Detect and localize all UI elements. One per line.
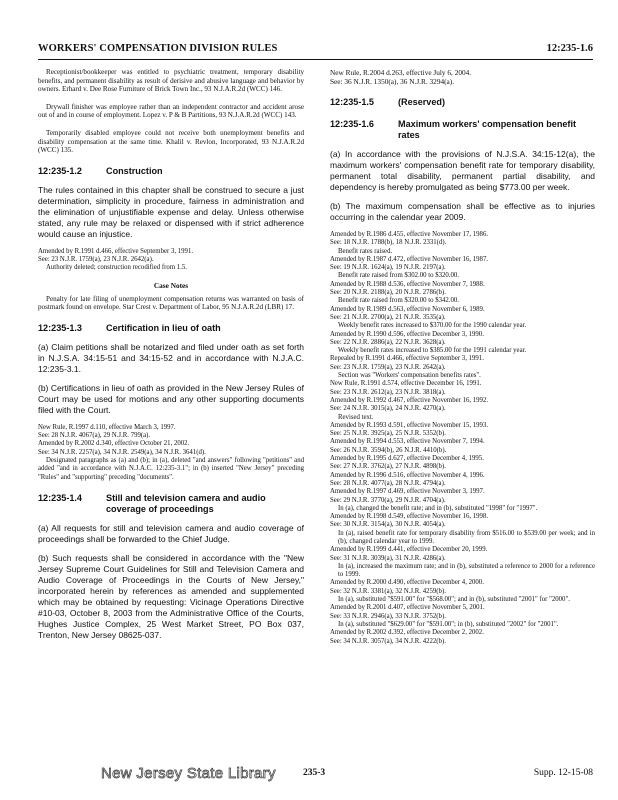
history-line: See: 23 N.J.R. 2612(a), 23 N.J.R. 3818(a). — [330, 388, 446, 396]
section-heading-1-6 — [330, 119, 595, 141]
history-line: See: 24 N.J.R. 3015(a), 24 N.J.R. 4270(a). — [330, 405, 446, 413]
history-line: Weekly benefit rates increased to $370.00 for the 1990 calendar year. — [338, 322, 527, 330]
history-line: Amended by R.1998 d.549, effective November 16, 1998. — [330, 513, 489, 521]
case-annotation: Penalty for late filing of unemployment compensation returns was warranted on basis of postmark found on envelope. Star Crest v. Department of Labor, 95 N.J.A.R.2d (LBR) 17. — [38, 294, 304, 312]
history-line: Repealed by R.1991 d.466, effective September 3, 1991. — [330, 355, 484, 363]
section-heading-1-2 — [38, 166, 304, 177]
history-line: Section was "Workers' compensation benefits rates". — [338, 372, 481, 380]
history-line: Designated paragraphs as (a) and (b); in (a), deleted "and answers" following "petitions" and added "and in accordance with N.J.A.C. 12:235-3.1"; in (b) inserted "New Jersey" preceding "Rules" and "supporting" preceding "documents". — [38, 457, 304, 481]
history-line: Benefit rates raised. — [338, 247, 393, 255]
section-title: Certification in lieu of oath — [106, 322, 221, 333]
section-title: Maximum workers' compensation benefit rates — [398, 119, 577, 140]
history-line: See: 19 N.J.R. 1624(a), 19 N.J.R. 2197(a). — [330, 264, 446, 272]
right-column — [330, 68, 595, 646]
history-line: Amended by R.1997 d.469, effective November 3, 1997. — [330, 488, 485, 496]
section-paragraph: (a) Claim petitions shall be notarized and filed under oath as set forth in N.J.S.A. 34:15-51 and 34:15-52 and in accordance with N.J.A.C. 12:235-3.1. — [38, 341, 304, 374]
section-paragraph: The rules contained in this chapter shall be construed to secure a just determination, simplicity in procedure, fairness in administration and the elimination of unjustifiable expense and delay. Unless otherwise stated, any rule may be relaxed or dispensed with if strict adherence would cause an injustice. — [38, 184, 304, 239]
history-line: See: 33 N.J.R. 2946(a), 33 N.J.R. 3752(b). — [330, 612, 446, 620]
library-watermark: New Jersey State Library — [101, 765, 276, 782]
history-line: See: 31 N.J.R. 3039(a), 31 N.J.R. 4286(a). — [330, 554, 446, 562]
history-line: See: 20 N.J.R. 2188(a), 20 N.J.R. 2786(b). — [330, 289, 446, 297]
history-line: See: 29 N.J.R. 3770(a), 29 N.J.R. 4704(a). — [330, 496, 446, 504]
case-annotation: Drywall finisher was employee rather than an independent contractor and accident arose out of and in course of employment. Lopez v. P & B Partitions, 93 N.J.A.R.2d (WCC) 143. — [38, 102, 304, 120]
history-line: See: 18 N.J.R. 1788(b), 18 N.J.R. 2331(d). — [330, 239, 447, 247]
case-annotation: Temporarily disabled employee could not receive both unemployment benefits and disability compensation at the same time. Khalil v. Revlon, Incorporated, 93 N.J.A.R.2d (WCC) 135. — [38, 128, 304, 155]
history-line: Authority deleted; construction recodified from 1.5. — [46, 264, 187, 272]
history-line: See: 22 N.J.R. 2886(a), 22 N.J.R. 3628(a). — [330, 338, 446, 346]
history-line: Revised text. — [338, 413, 374, 421]
history-line: Amended by R.1999 d.441, effective December 20, 1999. — [330, 546, 488, 554]
history-notes — [330, 68, 595, 86]
header-section-code: 12:235-1.6 — [546, 43, 593, 54]
section-number: 12:235-1.6 — [330, 119, 374, 129]
history-line: In (a), changed the benefit rate; and in (b), substituted "1998" for "1997". — [338, 504, 538, 512]
section-title: Construction — [106, 165, 163, 176]
history-line: See: 23 N.J.R. 1759(a), 23 N.J.R. 2642(a). — [330, 363, 446, 371]
history-line: New Rule, R.1997 d.110, effective March 3, 1997. — [38, 423, 176, 431]
running-header — [38, 40, 593, 60]
history-line: See: 36 N.J.R. 1350(a), 36 N.J.R. 3294(a). — [330, 77, 455, 86]
history-line: Amended by R.1990 d.596, effective December 3, 1990. — [330, 330, 484, 338]
history-line: Amended by R.2001 d.407, effective November 5, 2001. — [330, 604, 485, 612]
history-line: Benefit rate raised from $302.00 to $320.00. — [338, 272, 459, 280]
supplement-date: Supp. 12-15-08 — [533, 768, 593, 778]
history-line: Amended by R.1987 d.472, effective November 16, 1987. — [330, 255, 489, 263]
history-line: New Rule, R.1991 d.574, effective December 16, 1991. — [330, 380, 482, 388]
history-line: Amended by R.1996 d.516, effective November 4, 1996. — [330, 471, 485, 479]
history-line: Amended by R.2002 d.392, effective December 2, 2002. — [330, 629, 484, 637]
history-line: See: 28 N.J.R. 4077(a), 28 N.J.R. 4794(a). — [330, 479, 446, 487]
history-notes — [330, 231, 595, 646]
section-number: 12:235-1.5 — [330, 97, 374, 107]
section-paragraph: (a) In accordance with the provisions of N.J.S.A. 34:15-12(a), the maximum workers' compensation benefit rate for temporary disability, permanent total disability, permanent partial disability, and dependency is hereby promulgated as being $773.00 per week. — [330, 149, 595, 192]
history-line: In (a), substituted "$629.00" for "$591.00"; in (b), substituted "2002" for "2001". — [338, 620, 559, 628]
history-line: See: 30 N.J.R. 3154(a), 30 N.J.R. 4054(a). — [330, 521, 446, 529]
header-title: WORKERS' COMPENSATION DIVISION RULES — [38, 43, 278, 54]
history-line: See: 27 N.J.R. 3762(a), 27 N.J.R. 4898(b). — [330, 463, 446, 471]
history-line: Amended by R.1992 d.467, effective November 16, 1992. — [330, 396, 489, 404]
history-line: See: 32 N.J.R. 3381(a), 32 N.J.R. 4259(b). — [330, 587, 446, 595]
history-line: See: 26 N.J.R. 3594(b), 26 N.J.R. 4410(b). — [330, 446, 447, 454]
case-notes-heading: Case Notes — [153, 280, 189, 290]
history-line: Amended by R.2002 d.340, effective October 21, 2002. — [38, 440, 190, 448]
history-line: In (a), substituted "$591.00" for "$568.00"; and in (b), substituted "2001" for "2000". — [338, 596, 570, 604]
history-line: See: 34 N.J.R. 2257(a), 34 N.J.R. 2549(a), 34 N.J.R. 3641(d). — [38, 448, 206, 456]
history-line: Amended by R.1993 d.591, effective November 15, 1993. — [330, 421, 489, 429]
section-number: 12:235-1.3 — [38, 322, 82, 333]
page-number: 235-3 — [303, 768, 326, 778]
section-title: (Reserved) — [398, 97, 446, 107]
history-line: In (a), increased the maximum rate; and in (b), substituted a reference to 2000 for a reference to 1999. — [338, 562, 595, 579]
history-line: See: 34 N.J.R. 3057(a), 34 N.J.R. 4222(b). — [330, 637, 446, 645]
page-footer — [38, 765, 593, 783]
history-line: Weekly benefit rates increased to $385.00 for the 1991 calendar year. — [338, 347, 527, 355]
section-title: Still and television camera and audio coverage of proceedings — [106, 492, 266, 514]
history-line: Amended by R.1995 d.627, effective December 4, 1995. — [330, 455, 484, 463]
section-number: 12:235-1.2 — [38, 165, 82, 176]
history-line: See: 21 N.J.R. 2700(a), 21 N.J.R. 3535(a). — [330, 313, 446, 321]
section-paragraph: (b) Certifications in lieu of oath as provided in the New Jersey Rules of Court may be used for motions and any other supporting documents filed with the Court. — [38, 382, 304, 415]
section-heading-1-3 — [38, 323, 304, 334]
case-annotation: Receptionist/bookkeeper was entitled to psychiatric treatment, temporary disability benefits, and permanent disability as result of derisive and abusive language and behavior by owners. Erhard v. Dee Rose Furniture of Brick Town Inc., 93 N.J.A.R.2d (WCC) 146. — [38, 68, 304, 94]
history-line: See: 28 N.J.R. 4067(a), 29 N.J.R. 799(a). — [38, 432, 151, 440]
history-line: New Rule, R.2004 d.263, effective July 6, 2004. — [330, 68, 472, 77]
history-notes — [38, 424, 304, 482]
history-line: Amended by R.1986 d.455, effective November 17, 1986. — [330, 231, 489, 238]
history-line: Benefit rate raised from $320.00 to $342.00. — [338, 297, 459, 305]
section-number: 12:235-1.4 — [38, 492, 82, 503]
section-paragraph: (a) All requests for still and television camera and audio coverage of proceedings shall be forwarded to the Chief Judge. — [38, 522, 304, 544]
section-heading-1-4 — [38, 493, 304, 515]
history-line: Amended by R.1994 d.553, effective November 7, 1994. — [330, 438, 485, 446]
history-line: Amended by R.2000 d.490, effective December 4, 2000. — [330, 579, 484, 587]
history-line: In (a), raised benefit rate for temporary disability from $516.00 to $539.00 per week; and in (b), changed calendar year to 1999. — [338, 529, 595, 545]
history-line: See: 25 N.J.R. 3925(a), 25 N.J.R. 5352(b). — [330, 430, 446, 438]
section-paragraph: (b) The maximum compensation shall be effective as to injuries occurring in the calendar year 2009. — [330, 201, 595, 222]
left-column — [38, 68, 304, 649]
section-paragraph: (b) Such requests shall be considered in accordance with the "New Jersey Supreme Court Guidelines for Still and Television Camera and Audio Coverage of Proceedings in the Courts of New Jersey," incorporated herein by references as amended and supplemented which may be obtained by requesting: Vicinage Operations Directive #10-03, October 8, 2003 from the Administrative Office of the Courts, Hughes Justice Complex, 25 West Market Street, PO Box 037, Trenton, New Jersey 08625-037. — [38, 552, 304, 640]
history-line: Amended by R.1991 d.466, effective September 3, 1991. — [38, 247, 194, 255]
history-notes — [38, 248, 304, 273]
section-heading-1-5 — [330, 97, 595, 108]
history-line: See: 23 N.J.R. 1759(a), 23 N.J.R. 2642(a). — [38, 256, 154, 264]
history-line: Amended by R.1988 d.536, effective November 7, 1988. — [330, 280, 485, 288]
history-line: Amended by R.1989 d.563, effective November 6, 1989. — [330, 305, 485, 313]
